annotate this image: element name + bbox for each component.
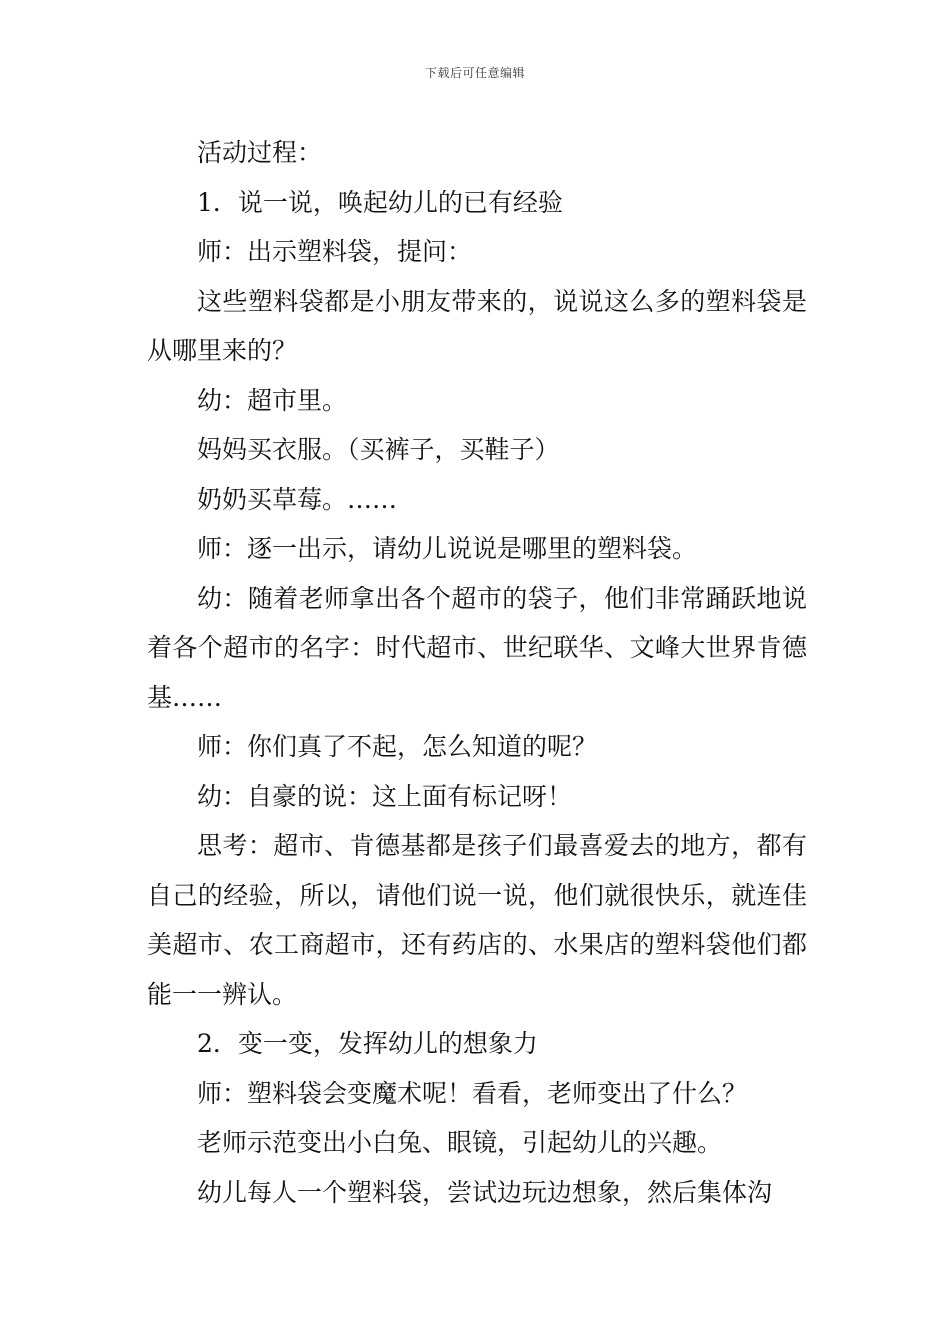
paragraph-section-2-heading: 2．变一变，发挥幼儿的想象力 xyxy=(197,1029,538,1058)
paragraph-child-answer-1: 幼：超市里。 xyxy=(197,385,348,415)
paragraph-teacher-magic: 师：塑料袋会变魔术呢！看看，老师变出了什么？ xyxy=(197,1078,748,1108)
paragraph-section-1-heading: 1．说一说，唤起幼儿的已有经验 xyxy=(197,187,563,217)
paragraph-child-answer-3: 奶奶买草莓。…… xyxy=(197,484,398,514)
paragraph-teacher-praise: 师：你们真了不起，怎么知道的呢？ xyxy=(197,732,598,761)
paragraph-teacher-show-one-by-one: 师：逐一出示，请幼儿说说是哪里的塑料袋。 xyxy=(197,534,698,563)
paragraph-children-try: 幼儿每人一个塑料袋，尝试边玩边想象，然后集体沟 xyxy=(197,1177,773,1207)
paragraph-teacher-show-bags: 师：出示塑料袋，提问： xyxy=(197,237,473,266)
paragraph-child-answer-2: 妈妈买衣服。（买裤子，买鞋子） xyxy=(197,435,560,464)
paragraph-child-proud: 幼：自豪的说：这上面有标记呀！ xyxy=(197,781,573,811)
paragraph-child-supermarkets: 幼：随着老师拿出各个超市的袋子，他们非常踊跃地说着各个超市的名字：时代超市、世纪联华、文峰大世界肯德基…… xyxy=(147,583,807,712)
paragraph-teacher-demo: 老师示范变出小白兔、眼镜，引起幼儿的兴趣。 xyxy=(197,1128,723,1157)
paragraph-activity-process: 活动过程： xyxy=(197,138,323,167)
paragraph-reflection: 思考：超市、肯德基都是孩子们最喜爱去的地方，都有自己的经验，所以，请他们说一说，他们就很快乐，就连佳美超市、农工商超市，还有药店的、水果店的塑料袋他们都能一一辨认。 xyxy=(147,831,807,1009)
paragraph-question: 这些塑料袋都是小朋友带来的，说说这么多的塑料袋是从哪里来的？ xyxy=(147,286,807,365)
page-header: 下载后可任意编辑 xyxy=(424,66,525,80)
document-body xyxy=(147,128,807,1217)
